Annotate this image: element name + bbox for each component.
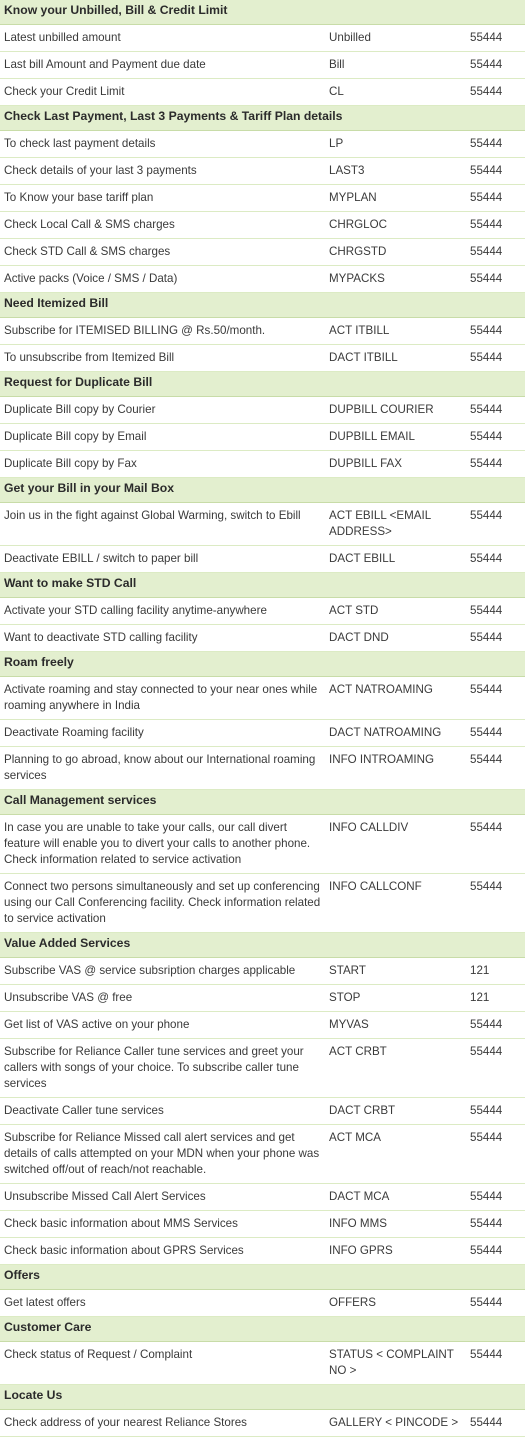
row-sms-keyword: OFFERS (329, 1296, 377, 1309)
table-row (0, 625, 525, 652)
row-shortcode: 55444 (470, 1190, 503, 1203)
row-description: To check last payment details (4, 137, 156, 150)
table-row (0, 720, 525, 747)
row-shortcode: 55444 (470, 726, 503, 739)
row-shortcode: 55444 (470, 1416, 503, 1429)
row-description: Deactivate Roaming facility (4, 726, 144, 739)
row-description: Join us in the fight against Global Warming, switch to Ebill (4, 509, 301, 522)
row-sms-keyword: ACT NATROAMING (329, 683, 433, 696)
row-shortcode: 55444 (470, 457, 503, 470)
row-shortcode: 55444 (470, 683, 503, 696)
row-description: Check address of your nearest Reliance Stores (4, 1416, 247, 1429)
row-description: Subscribe for ITEMISED BILLING @ Rs.50/month. (4, 324, 266, 337)
row-sms-keyword: CL (329, 85, 344, 98)
row-sms-keyword: DACT DND (329, 631, 389, 644)
row-shortcode: 55444 (470, 164, 503, 177)
row-sms-keyword: ACT CRBT (329, 1045, 387, 1058)
row-sms-keyword: ACT EBILL <EMAIL ADDRESS> (329, 509, 431, 538)
row-sms-keyword: LAST3 (329, 164, 365, 177)
row-description: Check details of your last 3 payments (4, 164, 197, 177)
section-header: Call Management services (0, 790, 525, 815)
row-description: Deactivate Caller tune services (4, 1104, 164, 1117)
row-description: Get list of VAS active on your phone (4, 1018, 190, 1031)
row-description: Activate your STD calling facility anytime-anywhere (4, 604, 267, 617)
row-sms-keyword: START (329, 964, 366, 977)
table-row (0, 451, 525, 478)
row-description: Unsubscribe Missed Call Alert Services (4, 1190, 206, 1203)
row-sms-keyword: ACT ITBILL (329, 324, 390, 337)
table-row (0, 1039, 525, 1098)
row-description: Subscribe VAS @ service subsription charges applicable (4, 964, 296, 977)
row-sms-keyword: GALLERY < PINCODE > (329, 1416, 459, 1429)
row-description: Check STD Call & SMS charges (4, 245, 171, 258)
row-shortcode: 55444 (470, 324, 503, 337)
row-shortcode: 55444 (470, 403, 503, 416)
table-row (0, 958, 525, 985)
table-row (0, 52, 525, 79)
table-row (0, 747, 525, 790)
row-sms-keyword: Bill (329, 58, 345, 71)
section-header: Get your Bill in your Mail Box (0, 478, 525, 503)
row-description: Check status of Request / Complaint (4, 1348, 193, 1361)
table-row (0, 318, 525, 345)
row-sms-keyword: ACT MCA (329, 1131, 381, 1144)
row-sms-keyword: DACT MCA (329, 1190, 390, 1203)
row-sms-keyword: MYVAS (329, 1018, 369, 1031)
row-shortcode: 55444 (470, 1131, 503, 1144)
row-description: Duplicate Bill copy by Fax (4, 457, 137, 470)
row-shortcode: 55444 (470, 604, 503, 617)
table-row (0, 158, 525, 185)
row-description: Duplicate Bill copy by Courier (4, 403, 156, 416)
row-shortcode: 55444 (470, 1045, 503, 1058)
row-sms-keyword: DACT EBILL (329, 552, 396, 565)
row-sms-keyword: LP (329, 137, 344, 150)
row-shortcode: 55444 (470, 245, 503, 258)
row-shortcode: 55444 (470, 509, 503, 522)
row-shortcode: 55444 (470, 1104, 503, 1117)
section-header: Offers (0, 1265, 525, 1290)
row-sms-keyword: Unbilled (329, 31, 371, 44)
row-description: Subscribe for Reliance Missed call alert services and get details of calls attempted on your MDN when your phone was switched off/out of reach/not reachable. (4, 1131, 320, 1176)
table-row (0, 212, 525, 239)
row-description: In case you are unable to take your calls, our call divert feature will enable you to divert your calls to another phone. Check information related to service activation (4, 821, 311, 866)
table-row (0, 397, 525, 424)
table-row (0, 185, 525, 212)
table-row (0, 79, 525, 106)
row-shortcode: 55444 (470, 1217, 503, 1230)
table-row (0, 1184, 525, 1211)
row-description: Duplicate Bill copy by Email (4, 430, 147, 443)
row-sms-keyword: CHRGSTD (329, 245, 387, 258)
row-shortcode: 55444 (470, 1348, 503, 1361)
row-sms-keyword: CHRGLOC (329, 218, 387, 231)
row-sms-keyword: INFO INTROAMING (329, 753, 434, 766)
row-shortcode: 55444 (470, 1296, 503, 1309)
row-shortcode: 55444 (470, 880, 503, 893)
table-row (0, 598, 525, 625)
row-sms-keyword: DACT ITBILL (329, 351, 398, 364)
row-shortcode: 55444 (470, 1018, 503, 1031)
row-sms-keyword: INFO MMS (329, 1217, 387, 1230)
table-row (0, 1290, 525, 1317)
row-description: To unsubscribe from Itemized Bill (4, 351, 175, 364)
row-description: Check Local Call & SMS charges (4, 218, 175, 231)
row-sms-keyword: INFO CALLCONF (329, 880, 422, 893)
row-sms-keyword: STOP (329, 991, 361, 1004)
row-description: Subscribe for Reliance Caller tune services and greet your callers with songs of your choice. To subscribe caller tune services (4, 1045, 304, 1090)
row-shortcode: 121 (470, 964, 490, 977)
table-row (0, 345, 525, 372)
section-header: Check Last Payment, Last 3 Payments & Tariff Plan details (0, 106, 525, 131)
row-shortcode: 55444 (470, 31, 503, 44)
section-header: Know your Unbilled, Bill & Credit Limit (0, 0, 525, 25)
table-row (0, 1410, 525, 1437)
row-description: Deactivate EBILL / switch to paper bill (4, 552, 199, 565)
row-shortcode: 55444 (470, 58, 503, 71)
table-row (0, 1342, 525, 1385)
row-shortcode: 55444 (470, 191, 503, 204)
row-sms-keyword: DACT NATROAMING (329, 726, 442, 739)
row-sms-keyword: DUPBILL FAX (329, 457, 403, 470)
row-description: Planning to go abroad, know about our International roaming services (4, 753, 316, 782)
table-row (0, 503, 525, 546)
row-description: Check basic information about MMS Services (4, 1217, 238, 1230)
table-row (0, 1012, 525, 1039)
row-description: Unsubscribe VAS @ free (4, 991, 133, 1004)
row-shortcode: 55444 (470, 631, 503, 644)
table-row (0, 131, 525, 158)
table-row (0, 1098, 525, 1125)
row-description: Want to deactivate STD calling facility (4, 631, 198, 644)
row-shortcode: 55444 (470, 552, 503, 565)
row-shortcode: 55444 (470, 821, 503, 834)
section-header: Roam freely (0, 652, 525, 677)
row-shortcode: 55444 (470, 753, 503, 766)
section-header: Want to make STD Call (0, 573, 525, 598)
row-sms-keyword: INFO CALLDIV (329, 821, 409, 834)
table-row (0, 266, 525, 293)
row-description: Connect two persons simultaneously and set up conferencing using our Call Conferencing facility. Check information related to service activation (4, 880, 321, 925)
table-row (0, 985, 525, 1012)
table-row (0, 1211, 525, 1238)
row-shortcode: 55444 (470, 1244, 503, 1257)
row-shortcode: 121 (470, 991, 490, 1004)
row-sms-keyword: MYPACKS (329, 272, 385, 285)
table-row (0, 1125, 525, 1184)
table-row (0, 25, 525, 52)
table-row (0, 677, 525, 720)
row-description: Latest unbilled amount (4, 31, 121, 44)
row-description: Last bill Amount and Payment due date (4, 58, 206, 71)
row-description: Activate roaming and stay connected to your near ones while roaming anywhere in India (4, 683, 318, 712)
row-shortcode: 55444 (470, 272, 503, 285)
table-row (0, 424, 525, 451)
row-sms-keyword: DACT CRBT (329, 1104, 396, 1117)
row-description: Active packs (Voice / SMS / Data) (4, 272, 178, 285)
row-shortcode: 55444 (470, 351, 503, 364)
table-row (0, 815, 525, 874)
row-shortcode: 55444 (470, 218, 503, 231)
table-row (0, 239, 525, 266)
table-row (0, 546, 525, 573)
row-sms-keyword: ACT STD (329, 604, 379, 617)
section-header: Customer Care (0, 1317, 525, 1342)
table-row (0, 1238, 525, 1265)
section-header: Need Itemized Bill (0, 293, 525, 318)
section-header: Value Added Services (0, 933, 525, 958)
row-sms-keyword: INFO GPRS (329, 1244, 393, 1257)
row-shortcode: 55444 (470, 137, 503, 150)
table-row (0, 874, 525, 933)
row-sms-keyword: MYPLAN (329, 191, 377, 204)
row-sms-keyword: DUPBILL EMAIL (329, 430, 415, 443)
row-sms-keyword: DUPBILL COURIER (329, 403, 434, 416)
row-shortcode: 55444 (470, 85, 503, 98)
row-shortcode: 55444 (470, 430, 503, 443)
row-description: Get latest offers (4, 1296, 86, 1309)
row-description: To Know your base tariff plan (4, 191, 154, 204)
section-header: Locate Us (0, 1385, 525, 1410)
row-description: Check your Credit Limit (4, 85, 125, 98)
row-sms-keyword: STATUS < COMPLAINT NO > (329, 1348, 454, 1377)
section-header: Request for Duplicate Bill (0, 372, 525, 397)
row-description: Check basic information about GPRS Services (4, 1244, 244, 1257)
